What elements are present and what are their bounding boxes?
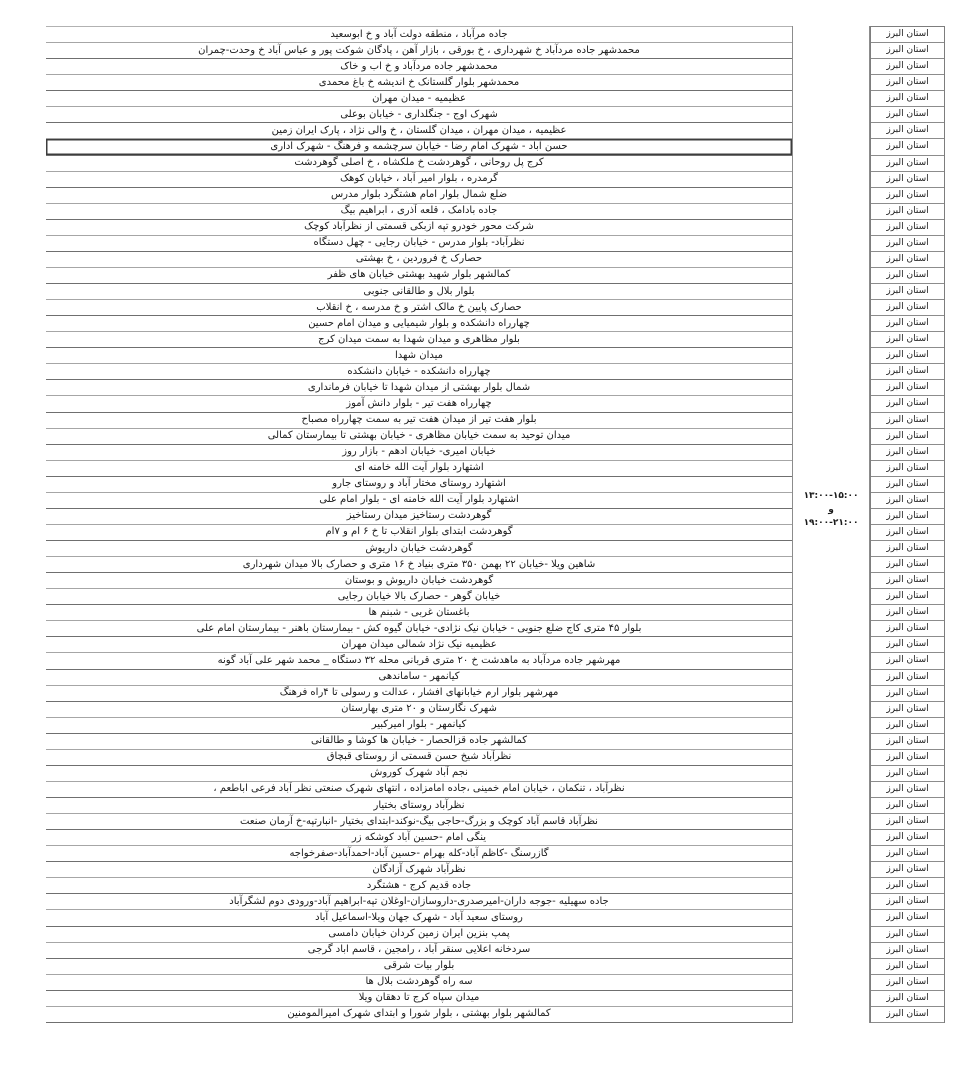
province-cell[interactable]: استان البرز xyxy=(871,702,944,718)
address-cell[interactable]: شمال بلوار بهشتی از میدان شهدا تا خیابان فرمانداری xyxy=(46,380,792,396)
province-cell[interactable]: استان البرز xyxy=(871,541,944,557)
address-cell[interactable]: مهرشهر جاده مردآباد به ماهدشت خ ۲۰ متری قربانی محله ۳۲ دستگاه _ محمد شهر علی آباد گونه xyxy=(46,653,792,669)
province-cell[interactable]: استان البرز xyxy=(871,220,944,236)
address-cell[interactable]: گرمدره ، بلوار امیر آباد ، خیابان کوهک xyxy=(46,172,792,188)
province-cell[interactable]: استان البرز xyxy=(871,461,944,477)
province-cell[interactable]: استان البرز xyxy=(871,477,944,493)
province-cell[interactable]: استان البرز xyxy=(871,750,944,766)
address-cell[interactable]: کمالشهر بلوار بهشتی ، بلوار شورا و ابتدای شهرک امیرالمومنین xyxy=(46,1007,792,1023)
address-cell[interactable]: گوهردشت خیابان داریوش xyxy=(46,541,792,557)
province-cell[interactable]: استان البرز xyxy=(871,252,944,268)
province-cell[interactable]: استان البرز xyxy=(871,782,944,798)
province-cell[interactable]: استان البرز xyxy=(871,123,944,139)
address-cell[interactable]: بلوار بلال و طالقانی جنوبی xyxy=(46,284,792,300)
province-cell[interactable]: استان البرز xyxy=(871,396,944,412)
province-cell[interactable]: استان البرز xyxy=(871,718,944,734)
province-cell[interactable]: استان البرز xyxy=(871,348,944,364)
province-cell[interactable]: استان البرز xyxy=(871,188,944,204)
address-cell[interactable]: نظرآباد ، تنکمان ، خیابان امام خمینی ،جاده امامزاده ، انتهای شهرک صنعتی نظر آباد فرعی اباطعم ، xyxy=(46,782,792,798)
address-cell[interactable]: خیابان امیری- خیابان ادهم - بازار روز xyxy=(46,445,792,461)
province-cell[interactable]: استان البرز xyxy=(871,621,944,637)
province-cell[interactable]: استان البرز xyxy=(871,991,944,1007)
address-cell[interactable]: محمدشهر بلوار گلستانک خ اندیشه خ باغ محمدی xyxy=(46,75,792,91)
address-cell[interactable]: روستای سعید آباد - شهرک جهان ویلا-اسماعیل آباد xyxy=(46,910,792,926)
province-cell[interactable]: استان البرز xyxy=(871,284,944,300)
province-cell[interactable]: استان البرز xyxy=(871,910,944,926)
address-cell[interactable]: چهارراه دانشکده - خیابان دانشکده xyxy=(46,364,792,380)
address-cell[interactable]: جاده بادامک ، قلعه آذری ، ابراهیم بیگ xyxy=(46,204,792,220)
time-window-line-2: ۱۹:۰۰-۲۱:۰۰ xyxy=(803,518,859,529)
address-cell[interactable]: اشتهارد بلوار آیت الله خامنه ای xyxy=(46,461,792,477)
province-cell[interactable]: استان البرز xyxy=(871,429,944,445)
address-cell[interactable]: کیانمهر - ساماندهی xyxy=(46,670,792,686)
address-cell[interactable]: جاده قدیم کرج - هشتگرد xyxy=(46,878,792,894)
address-cell[interactable]: سه راه گوهردشت بلال ها xyxy=(46,975,792,991)
province-cell[interactable]: استان البرز xyxy=(871,204,944,220)
address-cell[interactable]: حصارک خ فروردین ، خ بهشتی xyxy=(46,252,792,268)
province-cell[interactable]: استان البرز xyxy=(871,862,944,878)
province-cell[interactable]: استان البرز xyxy=(871,107,944,123)
province-cell[interactable]: استان البرز xyxy=(871,670,944,686)
province-cell[interactable]: استان البرز xyxy=(871,814,944,830)
address-cell[interactable]: بلوار بیات شرقی xyxy=(46,959,792,975)
address-cell[interactable]: خیابان گوهر - حصارک بالا خیابان رجایی xyxy=(46,589,792,605)
province-cell[interactable]: استان البرز xyxy=(871,91,944,107)
province-cell[interactable]: استان البرز xyxy=(871,268,944,284)
province-cell[interactable]: استان البرز xyxy=(871,316,944,332)
address-cell[interactable]: چهارراه دانشکده و بلوار شیمیایی و میدان امام حسین xyxy=(46,316,792,332)
province-cell[interactable]: استان البرز xyxy=(871,493,944,509)
province-cell[interactable]: استان البرز xyxy=(871,943,944,959)
address-cell[interactable]: شاهین ویلا -خیابان ۲۲ بهمن ۳۵۰ متری بنیاد خ ۱۶ متری و حصارک بالا میدان شهرداری xyxy=(46,557,792,573)
province-cell[interactable]: استان البرز xyxy=(871,172,944,188)
address-cell[interactable]: نجم آباد شهرک کوروش xyxy=(46,766,792,782)
province-cell[interactable]: استان البرز xyxy=(871,959,944,975)
address-cell[interactable]: مهرشهر بلوار ارم خیابانهای افشار ، عدالت و رسولی تا ۴راه فرهنگ xyxy=(46,686,792,702)
time-window-and: و xyxy=(828,504,834,515)
address-cell[interactable]: گوهردشت ابتدای بلوار انقلاب تا خ ۶ ام و ۷ام xyxy=(46,525,792,541)
province-cell[interactable]: استان البرز xyxy=(871,798,944,814)
province-cell[interactable]: استان البرز xyxy=(871,653,944,669)
province-cell[interactable]: استان البرز xyxy=(871,846,944,862)
address-cell[interactable]: نظرآباد قاسم آباد کوچک و بزرگ-حاجی بیگ-نوکند-ابتدای بختیار -انبارتپه-خ آرمان صنعت xyxy=(46,814,792,830)
province-column xyxy=(870,26,945,1023)
address-cell[interactable]: پمپ بنزین ایران زمین کردان خیابان دامسی xyxy=(46,927,792,943)
address-cell[interactable]: کرج پل روحانی ، گوهردشت خ ملکشاه ، خ اصلی گوهردشت xyxy=(46,156,792,172)
province-cell[interactable]: استان البرز xyxy=(871,75,944,91)
address-cell[interactable]: کمالشهر جاده قزالحصار - خیابان ها کوشا و طالقانی xyxy=(46,734,792,750)
province-cell[interactable]: استان البرز xyxy=(871,686,944,702)
address-cell[interactable]: چهارراه هفت تیر - بلوار دانش آموز xyxy=(46,396,792,412)
province-cell[interactable]: استان البرز xyxy=(871,380,944,396)
address-cell[interactable]: اشتهارد روستای مختار آباد و روستای جارو xyxy=(46,477,792,493)
province-cell[interactable]: استان البرز xyxy=(871,139,944,155)
address-cell[interactable]: کمالشهر بلوار شهید بهشتی خیابان های ظفر xyxy=(46,268,792,284)
address-cell[interactable]: نظرآباد روستای بختیار xyxy=(46,798,792,814)
province-cell[interactable]: استان البرز xyxy=(871,894,944,910)
address-cell[interactable]: گوهردشت خیابان داریوش و بوستان xyxy=(46,573,792,589)
province-cell[interactable]: استان البرز xyxy=(871,236,944,252)
address-cell[interactable]: کیانمهر - بلوار امیرکبیر xyxy=(46,718,792,734)
province-cell[interactable]: استان البرز xyxy=(871,332,944,348)
province-cell[interactable]: استان البرز xyxy=(871,734,944,750)
address-cell[interactable]: شهرک اوج - جنگلداری - خیابان بوعلی xyxy=(46,107,792,123)
address-cell[interactable]: بلوار هفت تیر از میدان هفت تیر به سمت چهارراه مصباح xyxy=(46,413,792,429)
address-cell[interactable]: نظرآباد شهرک آزادگان xyxy=(46,862,792,878)
address-cell[interactable]: ینگی امام -حسین آباد کوشکه زر xyxy=(46,830,792,846)
address-cell[interactable]: حصارک پایین خ مالک اشتر و خ مدرسه ، خ انقلاب xyxy=(46,300,792,316)
province-cell[interactable]: استان البرز xyxy=(871,156,944,172)
address-cell[interactable]: نظرآباد شیخ حسن قسمتی از روستای قبچاق xyxy=(46,750,792,766)
province-cell[interactable]: استان البرز xyxy=(871,509,944,525)
province-cell[interactable]: استان البرز xyxy=(871,59,944,75)
province-cell[interactable]: استان البرز xyxy=(871,766,944,782)
address-cell[interactable]: شهرک نگارستان و ۲۰ متری بهارستان xyxy=(46,702,792,718)
address-cell[interactable]: محمدشهر جاده مردآباد و خ اب و خاک xyxy=(46,59,792,75)
address-cell[interactable]: اشتهارد بلوار آیت الله خامنه ای - بلوار امام علی xyxy=(46,493,792,509)
province-cell[interactable]: استان البرز xyxy=(871,830,944,846)
address-cell[interactable]: نظرآباد- بلوار مدرس - خیابان رجایی - چهل دستگاه xyxy=(46,236,792,252)
time-window-cell[interactable] xyxy=(804,490,859,531)
address-cell[interactable]: شرکت محور خودرو تپه ازبکی قسمتی از نظرآباد کوچک xyxy=(46,220,792,236)
address-cell[interactable]: میدان سپاه کرج تا دهقان ویلا xyxy=(46,991,792,1007)
address-cell[interactable]: باغستان غربی - شبنم ها xyxy=(46,605,792,621)
address-cell[interactable]: بلوار ۴۵ متری کاج ضلع جنوبی - خیابان نیک نژادی- خیابان گیوه کش - بیمارستان باهنر - بیمارستان امام علی xyxy=(46,621,792,637)
province-cell[interactable]: استان البرز xyxy=(871,878,944,894)
province-cell[interactable]: استان البرز xyxy=(871,1007,944,1023)
province-cell[interactable]: استان البرز xyxy=(871,605,944,621)
province-cell[interactable]: استان البرز xyxy=(871,557,944,573)
address-cell[interactable]: گوهردشت رستاخیز میدان رستاخیز xyxy=(46,509,792,525)
province-cell[interactable]: استان البرز xyxy=(871,573,944,589)
province-cell[interactable]: استان البرز xyxy=(871,413,944,429)
address-cell[interactable]: ضلع شمال بلوار امام هشتگرد بلوار مدرس xyxy=(46,188,792,204)
province-cell[interactable]: استان البرز xyxy=(871,300,944,316)
address-cell[interactable]: میدان توحید به سمت خیابان مظاهری - خیابان بهشتی تا بیمارستان کمالی xyxy=(46,429,792,445)
time-window-column xyxy=(792,26,870,1023)
province-cell[interactable]: استان البرز xyxy=(871,445,944,461)
address-column xyxy=(46,26,792,1023)
address-cell[interactable]: حسن آباد - شهرک امام رضا - خیابان سرچشمه و فرهنگ - شهرک اداری xyxy=(46,139,792,155)
province-cell[interactable]: استان البرز xyxy=(871,364,944,380)
address-cell[interactable]: محمدشهر جاده مردآباد خ شهرداری ، خ بورقی ، بازار آهن ، پادگان شوکت پور و عباس آباد خ وحدت-چمران xyxy=(46,43,792,59)
address-cell[interactable]: سردخانه اعلایی سنقر آباد ، رامجین ، قاسم اباد گرجی xyxy=(46,943,792,959)
province-cell[interactable]: استان البرز xyxy=(871,27,944,43)
province-cell[interactable]: استان البرز xyxy=(871,637,944,653)
address-cell[interactable]: جاده مرآباد ، منطقه دولت آباد و خ ابوسعید xyxy=(46,27,792,43)
address-cell[interactable]: میدان شهدا xyxy=(46,348,792,364)
province-cell[interactable]: استان البرز xyxy=(871,43,944,59)
address-cell[interactable]: عظیمیه نیک نژاد شمالی میدان مهران xyxy=(46,637,792,653)
address-cell[interactable]: عظیمیه ، میدان مهران ، میدان گلستان ، خ والی نژاد ، پارک ایران زمین xyxy=(46,123,792,139)
address-cell[interactable]: جاده سهیلیه -جوجه داران-امیرصدری-داروسازان-اوغلان تپه-ابراهیم آباد-ورودی دوم لشگرآباد xyxy=(46,894,792,910)
province-cell[interactable]: استان البرز xyxy=(871,975,944,991)
address-cell[interactable]: بلوار مظاهری و میدان شهدا به سمت میدان کرج xyxy=(46,332,792,348)
address-cell[interactable]: گازرسنگ -کاظم آباد-کله بهرام -حسین آباد-احمدآباد-صفرخواجه xyxy=(46,846,792,862)
province-cell[interactable]: استان البرز xyxy=(871,589,944,605)
province-cell[interactable]: استان البرز xyxy=(871,525,944,541)
address-cell[interactable]: عظیمیه - میدان مهران xyxy=(46,91,792,107)
time-window-line-1: ۱۳:۰۰-۱۵:۰۰ xyxy=(803,491,859,502)
province-cell[interactable]: استان البرز xyxy=(871,927,944,943)
